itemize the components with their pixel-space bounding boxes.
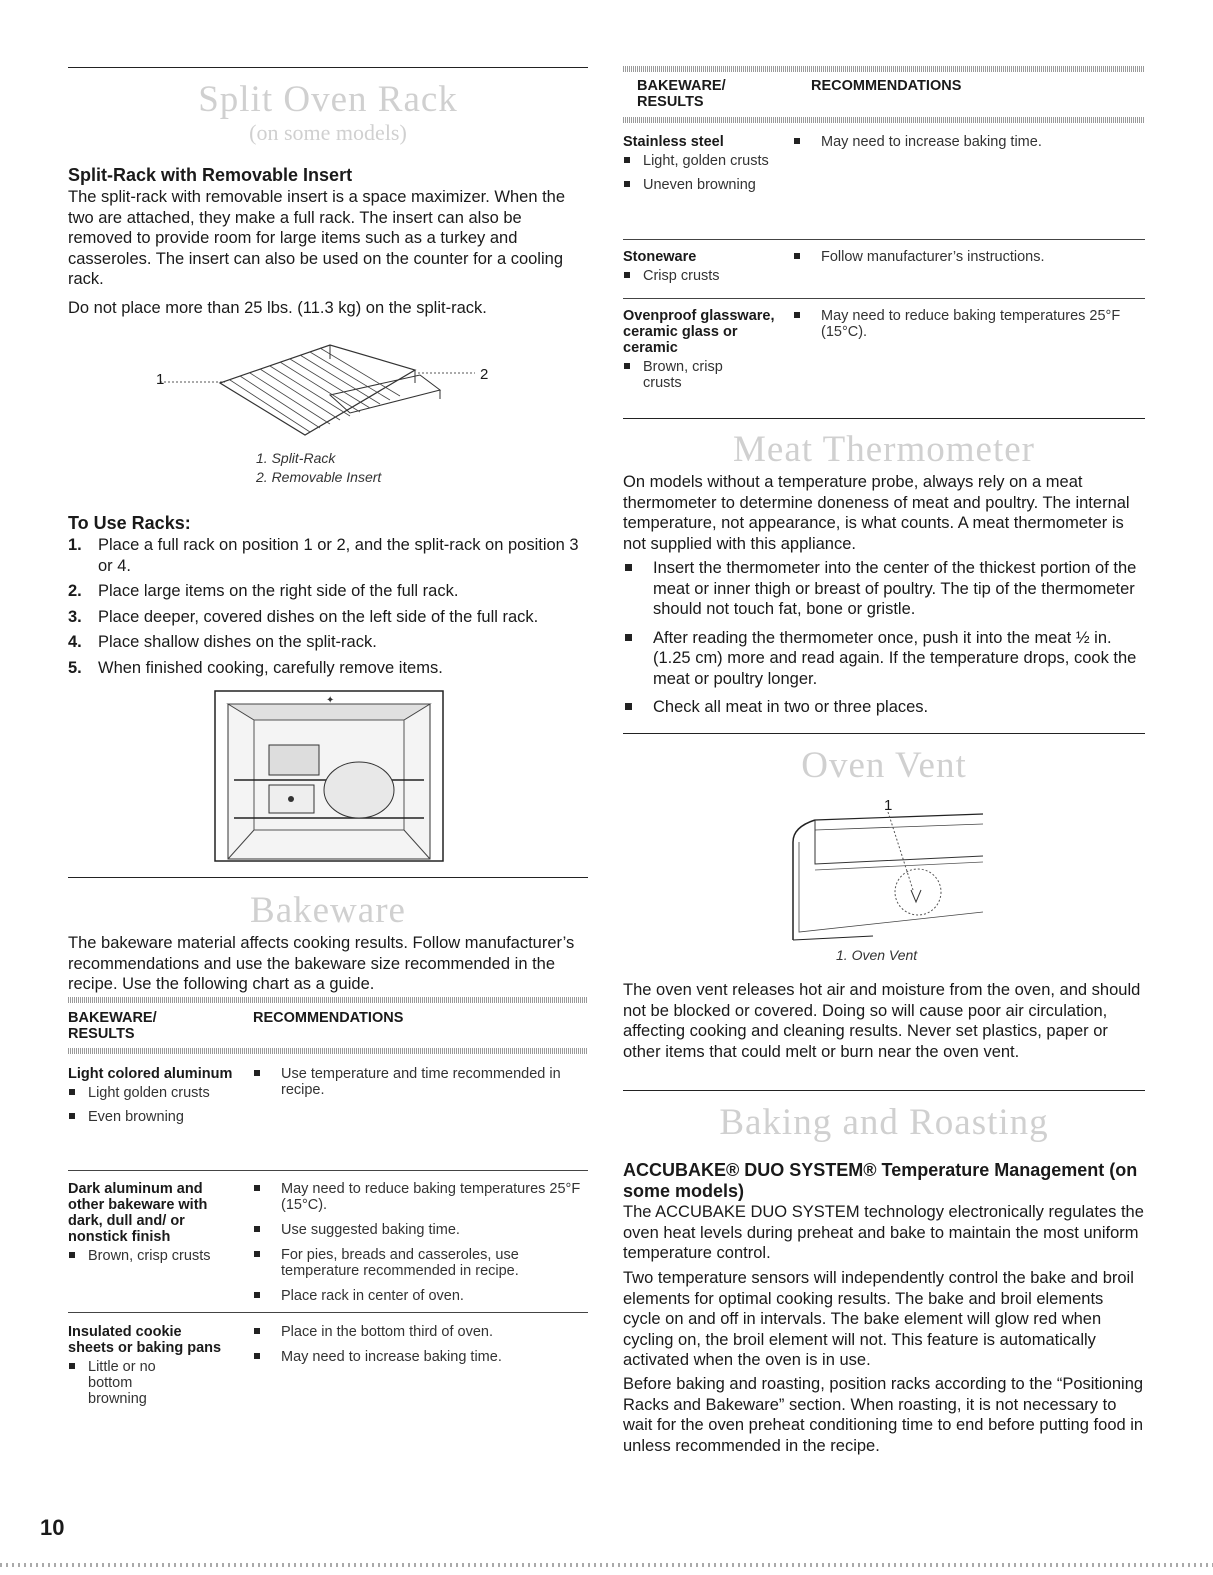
oven-vent-title: Oven Vent bbox=[801, 745, 967, 786]
bakeware-title: Bakeware bbox=[250, 890, 406, 931]
results-list bbox=[68, 1085, 248, 1125]
split-rack-illustration bbox=[150, 335, 500, 445]
table-header-recommendations: RECOMMENDATIONS bbox=[253, 1010, 404, 1026]
recommendations-list bbox=[793, 249, 1133, 274]
section-rule bbox=[623, 733, 1145, 734]
recommendation-item: Place in the bottom third of oven. bbox=[253, 1324, 593, 1340]
step-item: 4. Place shallow dishes on the split-rack. bbox=[68, 633, 377, 651]
section-rule bbox=[623, 1090, 1145, 1091]
results-list bbox=[68, 1359, 178, 1407]
section-rule bbox=[68, 877, 588, 878]
meat-thermometer-title: Meat Thermometer bbox=[733, 429, 1035, 470]
results-list bbox=[623, 268, 803, 284]
row-divider bbox=[68, 1170, 588, 1171]
table-header-border bbox=[68, 1048, 588, 1054]
section-rule bbox=[623, 418, 1145, 419]
step-item: 1. Place a full rack on position 1 or 2, and the split-rack on position 3 or 4. bbox=[68, 536, 579, 575]
result-item: Little or no bottom browning bbox=[68, 1359, 178, 1407]
recommendations-list bbox=[793, 134, 1133, 159]
accubake-para-2: Two temperature sensors will independently control the bake and broil elements for optimal cooking results. The bake and broil elements cycle on and off in intervals. The bake element will glow red when cycling on, the broil element will not. This feature is automatically activated when the oven is in use. bbox=[623, 1269, 1134, 1369]
page-number: 10 bbox=[40, 1515, 65, 1540]
split-rack-subtitle: (on some models) bbox=[249, 120, 407, 145]
recommendation-item: For pies, breads and casseroles, use temperature recommended in recipe. bbox=[253, 1247, 593, 1279]
result-item: Uneven browning bbox=[623, 177, 773, 193]
recommendations-list bbox=[253, 1066, 593, 1107]
oven-vent-illustration bbox=[783, 812, 993, 944]
results-list bbox=[623, 153, 773, 193]
result-item: Crisp crusts bbox=[623, 268, 803, 284]
result-item: Brown, crisp crusts bbox=[68, 1248, 233, 1264]
oven-interior-illustration bbox=[214, 690, 444, 862]
material-name: Stoneware bbox=[623, 249, 697, 265]
page-bottom-border bbox=[0, 1563, 1213, 1567]
accubake-heading: ACCUBAKE® DUO SYSTEM® Temperature Management (on some models) bbox=[623, 1160, 1138, 1201]
meat-thermometer-intro: On models without a temperature probe, always rely on a meat thermometer to determine doneness of meat and poultry. The internal temperature, not appearance, is what counts. A meat thermometer is not supplied with this appliance. bbox=[623, 473, 1130, 553]
split-rack-para: The split-rack with removable insert is a space maximizer. When the two are attached, they make a full rack. The insert can also be removed to provide room for large items such as a turkey and casseroles. The insert can also be used on the counter for a cooling rack. bbox=[68, 188, 566, 288]
table-header-border bbox=[623, 117, 1145, 123]
split-rack-heading: Split-Rack with Removable Insert bbox=[68, 165, 353, 185]
accubake-para-1: The ACCUBAKE DUO SYSTEM technology electronically regulates the oven heat levels during preheat and bake to maintain the most uniform temperature control. bbox=[623, 1203, 1144, 1262]
oven-vent-para: The oven vent releases hot air and moisture from the oven, and should not be blocked or covered. Doing so will cause poor air circulation, affecting cooking and cleaning results. Never set plastics, paper or other items that could melt or burn near the oven vent. bbox=[623, 981, 1141, 1061]
list-item: Check all meat in two or three places. bbox=[623, 697, 1145, 718]
material-name: Dark aluminum and other bakeware with dark, dull and/ or nonstick finish bbox=[68, 1181, 208, 1245]
row-divider bbox=[623, 239, 1145, 240]
material-name: Light colored aluminum bbox=[68, 1066, 233, 1082]
caption-oven-vent: 1. Oven Vent bbox=[836, 947, 918, 963]
table-header-bakeware: BAKEWARE/ RESULTS bbox=[68, 1010, 157, 1042]
figure-label-1: 1 bbox=[156, 371, 165, 388]
step-item: 2. Place large items on the right side of the full rack. bbox=[68, 582, 459, 600]
row-divider bbox=[68, 1312, 588, 1313]
recommendation-item: Use temperature and time recommended in recipe. bbox=[253, 1066, 593, 1098]
step-item: 3. Place deeper, covered dishes on the left side of the full rack. bbox=[68, 607, 539, 626]
result-item: Even browning bbox=[68, 1109, 248, 1125]
bakeware-intro: The bakeware material affects cooking results. Follow manufacturer’s recommendations and use the bakeware size recommended in the recipe. Use the following chart as a guide. bbox=[68, 934, 575, 993]
figure-label-1: 1 bbox=[884, 797, 893, 814]
split-rack-weight-note: Do not place more than 25 lbs. (11.3 kg) on the split-rack. bbox=[68, 299, 487, 317]
table-top-border bbox=[623, 66, 1145, 72]
recommendation-item: Follow manufacturer’s instructions. bbox=[793, 249, 1133, 265]
use-racks-heading: To Use Racks: bbox=[68, 513, 191, 533]
row-divider bbox=[623, 298, 1145, 299]
caption-split-rack: 1. Split-Rack bbox=[256, 450, 336, 466]
baking-roasting-title: Baking and Roasting bbox=[719, 1102, 1049, 1143]
material-name: Stainless steel bbox=[623, 134, 724, 150]
results-list bbox=[623, 359, 763, 391]
recommendation-item: May need to reduce baking temperatures 25°F (15°C). bbox=[793, 308, 1133, 340]
recommendation-item: Use suggested baking time. bbox=[253, 1222, 593, 1238]
section-rule bbox=[68, 67, 588, 68]
result-item: Brown, crisp crusts bbox=[623, 359, 763, 391]
caption-removable-insert: 2. Removable Insert bbox=[256, 469, 382, 485]
table-header-recommendations: RECOMMENDATIONS bbox=[811, 78, 962, 94]
result-item: Light, golden crusts bbox=[623, 153, 773, 169]
use-racks-steps bbox=[68, 535, 588, 683]
accubake-para-3: Before baking and roasting, position racks according to the “Positioning Racks and Bakeware” section. When roasting, it is not necessary to wait for the oven preheat conditioning time to end before putting food in unless recommended in the recipe. bbox=[623, 1375, 1144, 1455]
recommendation-item: Place rack in center of oven. bbox=[253, 1288, 593, 1304]
recommendations-list bbox=[793, 308, 1133, 349]
table-top-border bbox=[68, 997, 588, 1003]
material-name: Insulated cookie sheets or baking pans bbox=[68, 1324, 222, 1356]
svg-text:✦: ✦ bbox=[326, 695, 335, 706]
material-name: Ovenproof glassware, ceramic glass or ceramic bbox=[623, 308, 775, 356]
figure-label-2: 2 bbox=[480, 366, 489, 383]
list-item: Insert the thermometer into the center of the thickest portion of the meat or inner thigh or breast of poultry. The tip of the thermometer should not touch fat, bone or gristle. bbox=[623, 558, 1145, 620]
step-item: 5. When finished cooking, carefully remove items. bbox=[68, 658, 443, 677]
result-item: Light golden crusts bbox=[68, 1085, 248, 1101]
results-list bbox=[68, 1248, 233, 1264]
recommendations-list bbox=[253, 1181, 593, 1313]
recommendation-item: May need to increase baking time. bbox=[253, 1349, 593, 1365]
list-item: After reading the thermometer once, push it into the meat ½ in. (1.25 cm) more and read again. If the temperature drops, cook the meat or poultry longer. bbox=[623, 628, 1145, 690]
split-rack-title: Split Oven Rack bbox=[198, 79, 458, 120]
table-header-bakeware: BAKEWARE/ RESULTS bbox=[637, 78, 726, 110]
recommendations-list bbox=[253, 1324, 593, 1374]
meat-thermometer-list bbox=[623, 558, 1145, 726]
recommendation-item: May need to increase baking time. bbox=[793, 134, 1133, 150]
recommendation-item: May need to reduce baking temperatures 25°F (15°C). bbox=[253, 1181, 593, 1213]
